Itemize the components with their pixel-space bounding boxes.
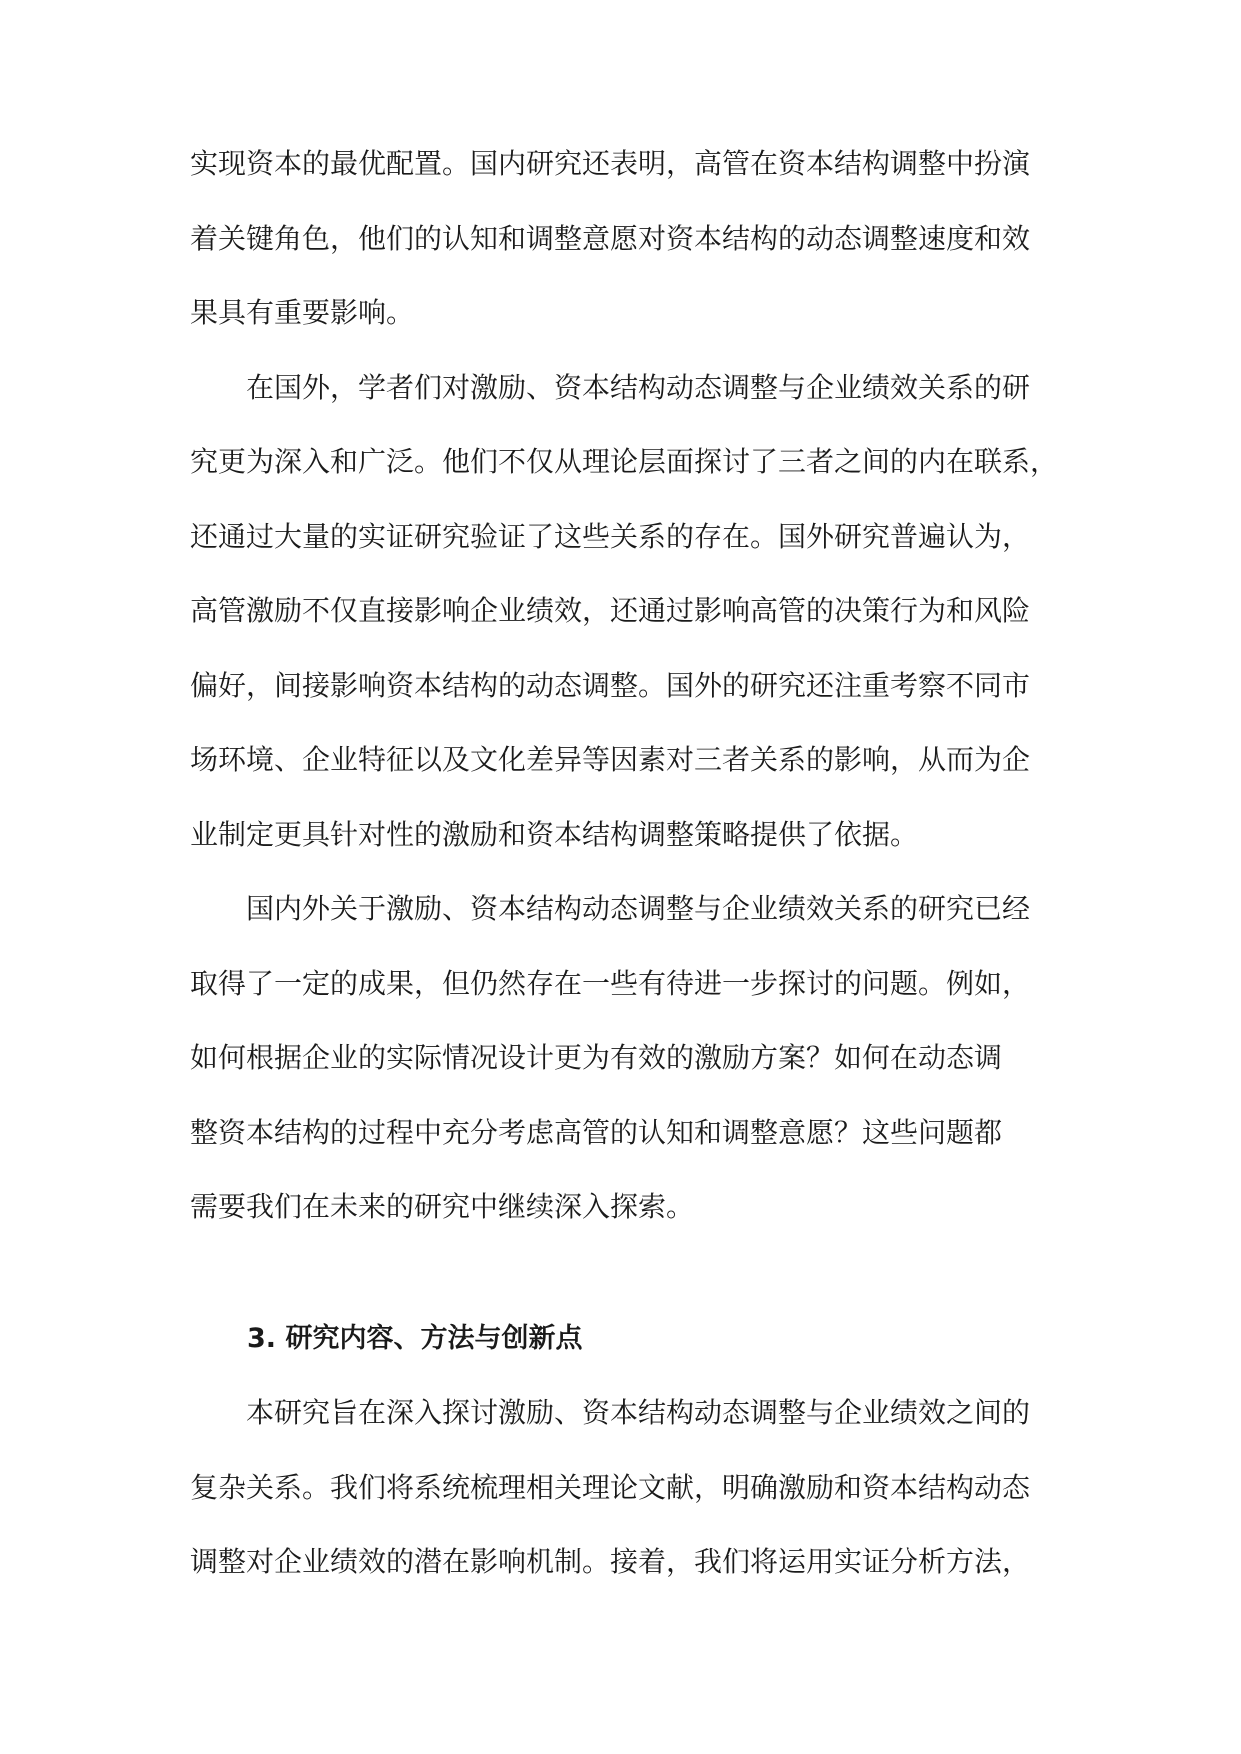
text-line: 着关键角色，他们的认知和调整意愿对资本结构的动态调整速度和效 bbox=[190, 221, 1031, 255]
text-line: 果具有重要影响。 bbox=[190, 296, 415, 329]
paragraph-summary bbox=[190, 890, 1062, 1263]
text-line: 高管激励不仅直接影响企业绩效，还通过影响高管的决策行为和风险 bbox=[190, 594, 1031, 627]
text-line: 如何根据企业的实际情况设计更为有效的激励方案？如何在动态调 bbox=[190, 1041, 1003, 1074]
text-line: 业制定更具针对性的激励和资本结构调整策略提供了依据。 bbox=[190, 817, 919, 851]
text-line: 复杂关系。我们将系统梳理相关理论文献，明确激励和资本结构动态 bbox=[190, 1470, 1031, 1504]
text-line: 偏好，间接影响资本结构的动态调整。国外的研究还注重考察不同市 bbox=[190, 668, 1031, 702]
text-line: 取得了一定的成果，但仍然存在一些有待进一步探讨的问题。例如， bbox=[190, 966, 1031, 1000]
text-line: 在国外，学者们对激励、资本结构动态调整与企业绩效关系的研 bbox=[246, 370, 1031, 404]
text-line: 场环境、企业特征以及文化差异等因素对三者关系的影响，从而为企 bbox=[190, 743, 1031, 776]
paragraph-research-content bbox=[190, 1394, 1062, 1618]
text-line: 实现资本的最优配置。国内研究还表明，高管在资本结构调整中扮演 bbox=[190, 147, 1031, 180]
paragraph-foreign-research bbox=[190, 369, 1062, 891]
text-line: 需要我们在未来的研究中继续深入探索。 bbox=[190, 1190, 695, 1223]
paragraph-domestic-research-end bbox=[190, 145, 1062, 369]
text-line: 国内外关于激励、资本结构动态调整与企业绩效关系的研究已经 bbox=[246, 892, 1031, 925]
text-line: 还通过大量的实证研究验证了这些关系的存在。国外研究普遍认为， bbox=[190, 519, 1031, 553]
document-body bbox=[190, 145, 1062, 1618]
section-spacer bbox=[190, 1263, 1062, 1320]
text-line: 本研究旨在深入探讨激励、资本结构动态调整与企业绩效之间的 bbox=[246, 1396, 1031, 1429]
section-heading: 3. 研究内容、方法与创新点 bbox=[247, 1322, 583, 1354]
text-line: 究更为深入和广泛。他们不仅从理论层面探讨了三者之间的内在联系， bbox=[190, 445, 1059, 478]
text-line: 调整对企业绩效的潜在影响机制。接着，我们将运用实证分析方法， bbox=[190, 1545, 1031, 1578]
text-line: 整资本结构的过程中充分考虑高管的认知和调整意愿？这些问题都 bbox=[190, 1115, 1003, 1149]
